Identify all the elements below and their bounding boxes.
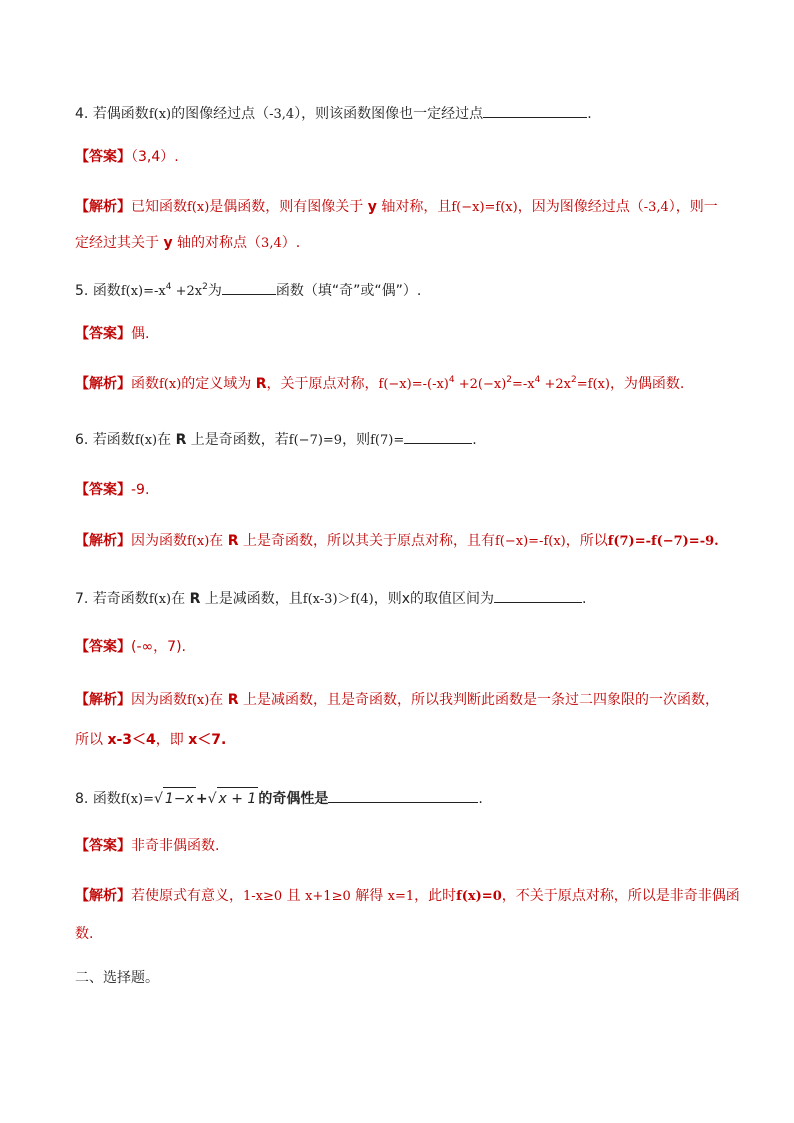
answer-blank (404, 427, 472, 444)
answer-tag: 【答案】 (75, 326, 131, 342)
explanation-tag: 【解析】 (75, 199, 131, 215)
explanation-7-line-1: 【解析】因为函数f(x)在 R 上是减函数，且是奇函数，所以我判断此函数是一条过二四象限的一次函数， (75, 692, 719, 708)
answer-blank (222, 278, 276, 295)
answer-blank (328, 786, 478, 803)
explanation-tag: 【解析】 (75, 376, 131, 392)
answer-value: -9. (131, 482, 150, 498)
question-number: 8. (75, 791, 89, 807)
answer-4 (75, 146, 179, 168)
answer-tag: 【答案】 (75, 149, 131, 165)
explanation-8-line-2: 数. (75, 926, 94, 942)
answer-value: (-∞，7). (131, 639, 186, 655)
answer-value: 非奇非偶函数. (131, 838, 220, 854)
explanation-6: 【解析】因为函数f(x)在 R 上是奇函数，所以其关于原点对称，且有f(−x)=-f(x)，所以f(7)=-f(−7)=-9. (75, 533, 719, 549)
question-7: 7. 若奇函数f(x)在 R 上是减函数，且f(x-3)＞f(4)，则x的取值区间为 . (75, 586, 587, 611)
answer-8 (75, 835, 219, 857)
answer-value: （3,4）. (131, 149, 179, 165)
section-title: 二、选择题。 (75, 970, 159, 986)
question-number: 4. (75, 106, 89, 122)
question-8: 8. 函数f(x)=√ 1−x +√ x + 1 的奇偶性是 . (75, 786, 483, 811)
explanation-tag: 【解析】 (75, 692, 131, 708)
question-4: 4. 若偶函数f(x)的图像经过点（-3,4），则该函数图像也一定经过点 . (75, 101, 592, 126)
question-5: 5. 函数$f(x)=-x^4 +2x^2$为 函数（填“奇”或“偶”）. (75, 278, 421, 303)
answer-tag: 【答案】 (75, 838, 131, 854)
answer-blank (483, 101, 587, 118)
answer-value: 偶. (131, 326, 150, 342)
answer-6 (75, 479, 149, 501)
explanation-7-line-2: 所以 x-3＜4，即 x＜7. (75, 732, 227, 748)
explanation-5: 【解析】函数f(x)的定义域为 R，关于原点对称，$f(-x)=-(-x)^4 +2(-x)^2=-x^4 +2x^2=f(x)$，为偶函数. (75, 375, 685, 392)
answer-tag: 【答案】 (75, 639, 131, 655)
explanation-tag: 【解析】 (75, 888, 131, 904)
question-number: 6. (75, 432, 89, 448)
explanation-8-line-1: 【解析】若使原式有意义，1-x≥0 且 x+1≥0 解得 x=1，此时f(x)=0，不关于原点对称，所以是非奇非偶函 (75, 888, 740, 904)
answer-5 (75, 323, 149, 345)
answer-blank (494, 586, 582, 603)
explanation-4-line-1: 【解析】已知函数f(x)是偶函数，则有图像关于 y 轴对称，且f(−x)=f(x)，因为图像经过点（-3,4），则一 (75, 199, 718, 215)
question-number: 7. (75, 591, 89, 607)
answer-7 (75, 636, 186, 658)
explanation-tag: 【解析】 (75, 533, 131, 549)
square-root-2: √ x + 1 (208, 787, 259, 810)
explanation-4-line-2: 定经过其关于 y 轴的对称点（3,4）. (75, 235, 301, 251)
answer-tag: 【答案】 (75, 482, 131, 498)
question-6: 6. 若函数f(x)在 R 上是奇函数，若f(−7)=9，则f(7)= . (75, 427, 477, 452)
question-number: 5. (75, 283, 89, 299)
square-root-1: √ 1−x (154, 787, 196, 810)
